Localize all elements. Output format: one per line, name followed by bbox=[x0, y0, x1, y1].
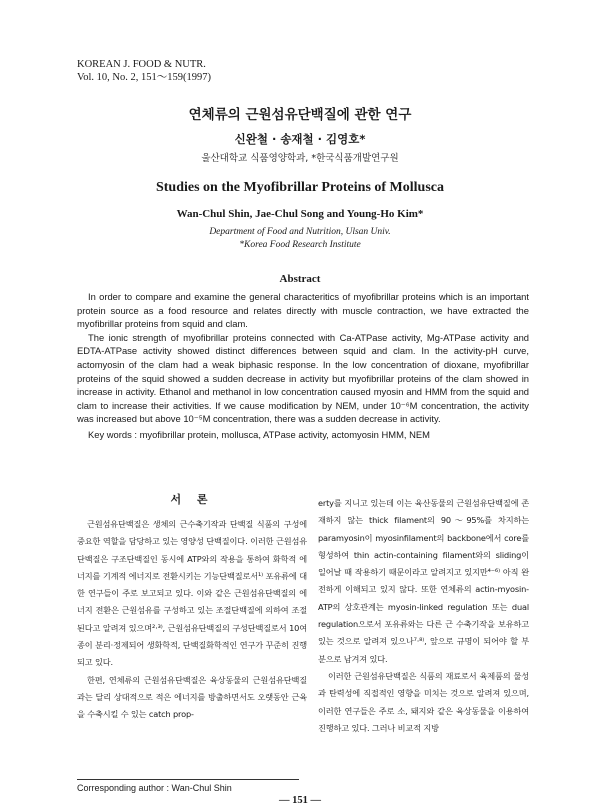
korean-authors: 신완철 · 송재철 · 김영호* bbox=[234, 132, 366, 146]
english-authors: Wan-Chul Shin, Jae-Chul Song and Young-Ho Kim* bbox=[176, 208, 424, 220]
page-number: — 151 — bbox=[279, 795, 321, 806]
intro-paragraph-4: 이러한 근원섬유단백질은 식품의 재료로서 육제품의 물성과 탄력성에 직접적인 영향을 미치는 것으로 알려져 있으며, 이러한 연구들은 주로 소, 돼지와 같은 육상동물을 이용하여 진행하고 있다. 그러나 비교적 지방 bbox=[318, 670, 529, 733]
abstract-paragraph-1: In order to compare and examine the general characteritics of myofibrillar proteins which is an important protein source as a food resource and relates directly with muscle contraction, we have extracted the myofibrillar proteins from squid and clam. bbox=[77, 291, 529, 330]
intro-paragraph-3: erty를 지니고 있는데 이는 육산동물의 근원섬유단백질에 존재하지 않는 thick filament의 90～95%를 차지하는 paramyosin이 myosinfilament의 backbone에서 core를 형성하여 thin actin-containing filament와의 sliding이 일어날 때 작용하기 때문이라고 알려지고 있지만⁴⁻⁶⁾ 아직 완전하게 이해되고 있지 않다. 또한 연체류의 actin-myosin-ATP의 상호관계는 myosin-linked regulation 또는 dual regulation으로서 포유류와는 다른 근 수축기작을 보유하고 있는 것으로 알려져 있으나⁷·⁸⁾, 앞으로 규명이 되어야 할 부분으로 남겨져 있다. bbox=[318, 498, 529, 664]
abstract-body bbox=[77, 290, 529, 442]
journal-volume: Vol. 10, No. 2, 151～159(1997) bbox=[77, 72, 211, 83]
left-column bbox=[77, 516, 307, 724]
keywords: Key words : myofibrillar protein, mollusca, ATPase activity, actomyosin HMM, NEM bbox=[88, 428, 430, 440]
intro-paragraph-2: 한편, 연체류의 근원섬유단백질은 육상동물의 근원섬유단백질과는 달리 상대적으로 적은 에너지를 방출하면서도 오랫동안 근육을 수축시킬 수 있는 catch prop- bbox=[77, 674, 307, 720]
korean-title: 연체류의 근원섬유단백질에 관한 연구 bbox=[188, 107, 412, 123]
affiliation-kfri: *Korea Food Research Institute bbox=[239, 240, 361, 250]
footnote-divider bbox=[77, 779, 299, 780]
right-column bbox=[318, 495, 529, 737]
journal-name: KOREAN J. FOOD & NUTR. bbox=[77, 59, 206, 70]
korean-affiliation: 울산대학교 식품영양학과, *한국식품개발연구원 bbox=[201, 153, 399, 164]
journal-info bbox=[77, 58, 211, 84]
intro-paragraph-1: 근원섬유단백질은 생체의 근수축기작과 단백질 식품의 구성에 중요한 역할을 담당하고 있는 영양성 단백질이다. 이러한 근원섬유단백질은 구조단백질인 동시에 ATP와의 작용을 통하여 화학적 에너지를 기계적 에너지로 전환시키는 기능단백질로서¹⁾ 포유류에 대한 연구들이 주로 보고되고 있다. 이와 같은 근원섬유단백질의 에너지 전환은 근원섬유를 구성하고 있는 조절단백질에 의하여 조절된다고 알려져 있으며²·³⁾, 근원섬유단백질의 구성단백질로서 10여종이 분리·정제되어 생화학적, 단백질화학적인 연구가 꾸준히 진행되고 있다. bbox=[77, 519, 307, 668]
affiliation-ulsan: Department of Food and Nutrition, Ulsan Univ. bbox=[209, 227, 391, 237]
corresponding-author-footnote: Corresponding author : Wan-Chul Shin bbox=[77, 783, 232, 793]
abstract-heading: Abstract bbox=[279, 273, 321, 285]
abstract-paragraph-2: The ionic strength of myofibrillar proteins connected with Ca-ATPase activity, Mg-ATPase activity and EDTA-ATPase activity showed distinct differences between squid and clam. In the activity-pH curve, actomyosin of the clam had a weak biphasic response. In the low concentration of dioxane, myofibrillar proteins of the squid showed a sudden decrease in activity but myofibrillar proteins of the clam showed in increase in activity. Ethanol and methanol in low concentration caused myosin and HMM from the squid and clam to increase their activities. If we cause modification by NEM, under 10⁻⁶M concentration, the activity was increased but above 10⁻⁵M concentration, there was a sudden decrease in activity. bbox=[77, 331, 529, 425]
english-affiliation bbox=[0, 226, 600, 252]
english-title: Studies on the Myofibrillar Proteins of Mollusca bbox=[155, 180, 445, 195]
introduction-heading: 서 론 bbox=[170, 493, 214, 506]
